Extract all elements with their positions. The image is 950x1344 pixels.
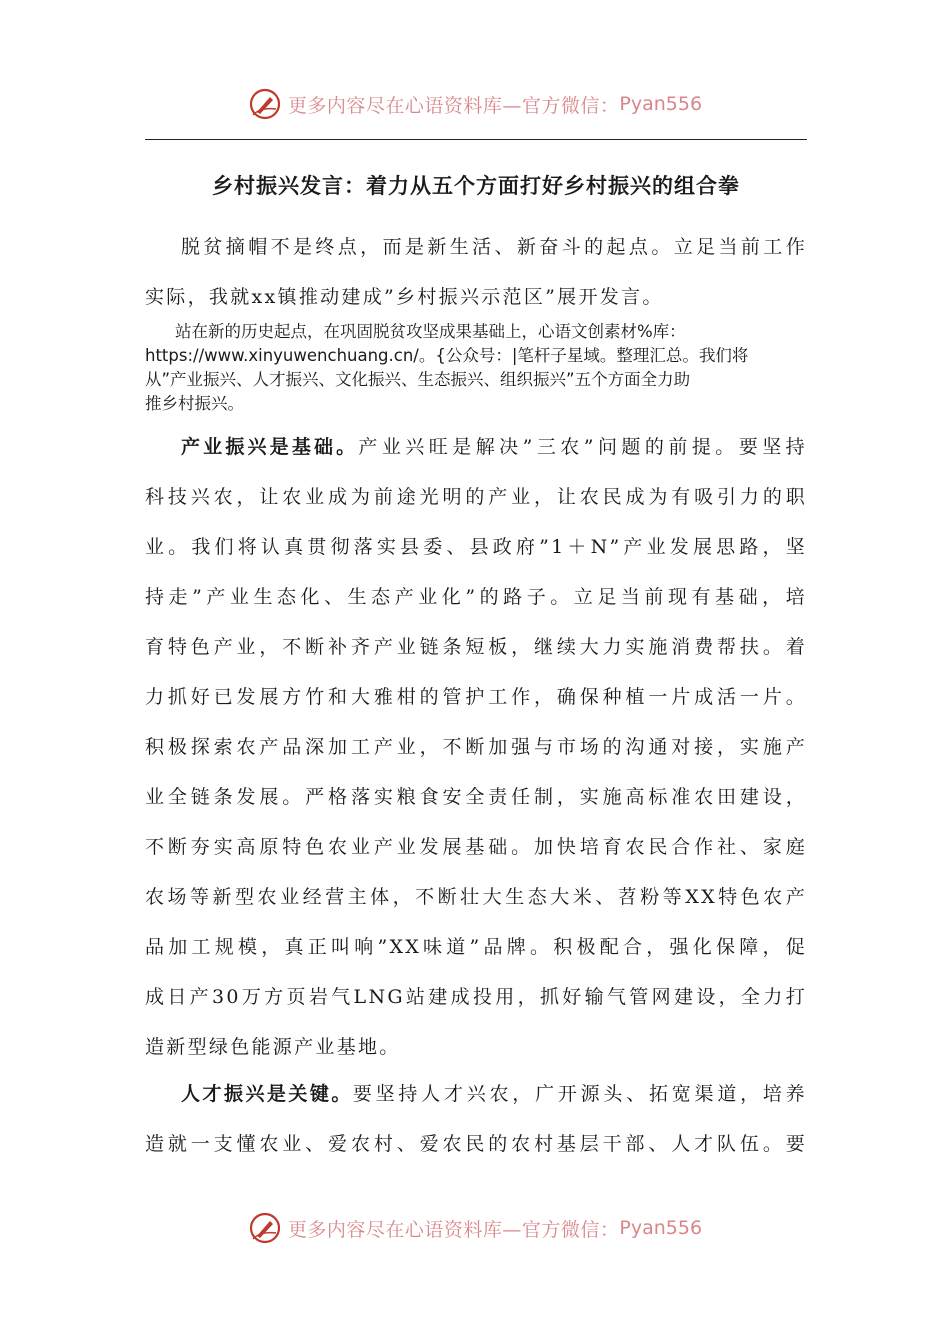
footer-banner: [0, 1208, 950, 1248]
source-line-2: https://www.xinyuwenchuang.cn/。{公众号：|笔杆子星域。整理汇总。我们将: [145, 346, 749, 365]
banner-wechat-id: Pyan556: [619, 93, 703, 115]
industry-line-12: 成日产30万方页岩气LNG站建成投用，抓好输气管网建设，全力打: [145, 986, 807, 1008]
industry-line-2: 科技兴农，让农业成为前途光明的产业，让农民成为有吸引力的职: [145, 486, 807, 508]
banner-wechat-id: Pyan556: [619, 1217, 703, 1239]
industry-line-3: 业。我们将认真贯彻落实县委、县政府”1＋N”产业发展思路，坚: [145, 536, 807, 558]
industry-line-6: 力抓好已发展方竹和大雅柑的管护工作，确保种植一片成活一片。: [145, 686, 807, 708]
banner-text: 更多内容尽在心语资料库—官方微信：: [287, 94, 620, 117]
industry-line-10: 农场等新型农业经营主体，不断壮大生态大米、苕粉等XX特色农产: [145, 886, 807, 908]
industry-line-9: 不断夯实高原特色农业产业发展基础。加快培育农民合作社、家庭: [145, 836, 807, 858]
source-line-1: 站在新的历史起点，在巩固脱贫攻坚成果基础上，心语文创素材%库：: [175, 322, 686, 341]
header-banner: [0, 84, 950, 124]
pen-circle-logo-icon: [248, 1211, 282, 1245]
talent-line-2: 造就一支懂农业、爱农村、爱农民的农村基层干部、人才队伍。要: [145, 1133, 807, 1155]
industry-line-4: 持走”产业生态化、生态产业化”的路子。立足当前现有基础，培: [145, 586, 807, 608]
industry-line-13: 造新型绿色能源产业基地。: [145, 1036, 401, 1058]
talent-line-1: 人才振兴是关键。要坚持人才兴农，广开源头、拓宽渠道，培养: [181, 1083, 807, 1105]
intro-paragraph: [145, 222, 807, 322]
talent-paragraph: [145, 1069, 807, 1169]
intro-line-1: 脱贫摘帽不是终点，而是新生活、新奋斗的起点。立足当前工作: [181, 236, 807, 258]
header-divider: [145, 139, 807, 140]
industry-line-7: 积极探索农产品深加工产业，不断加强与市场的沟通对接，实施产: [145, 736, 807, 758]
intro-line-2: 实际，我就xx镇推动建成”乡村振兴示范区”展开发言。: [145, 286, 664, 308]
source-paragraph: [145, 320, 807, 416]
industry-paragraph: [145, 422, 807, 1072]
industry-line-8: 业全链条发展。严格落实粮食安全责任制，实施高标准农田建设，: [145, 786, 807, 808]
banner-text: 更多内容尽在心语资料库—官方微信：: [287, 1218, 620, 1241]
source-line-3: 从”产业振兴、人才振兴、文化振兴、生态振兴、组织振兴”五个方面全力助: [145, 370, 691, 389]
pen-circle-logo-icon: [248, 87, 282, 121]
industry-line-1: 产业振兴是基础。产业兴旺是解决”三农”问题的前提。要坚持: [181, 436, 807, 458]
industry-line-5: 育特色产业，不断补齐产业链条短板，继续大力实施消费帮扶。着: [145, 636, 807, 658]
industry-line-11: 品加工规模，真正叫响”XX味道”品牌。积极配合，强化保障，促: [145, 936, 807, 958]
talent-heading: 人才振兴是关键。: [181, 1083, 353, 1105]
page-title: 乡村振兴发言：着力从五个方面打好乡村振兴的组合拳: [212, 173, 740, 198]
source-line-4: 推乡村振兴。: [145, 394, 244, 413]
industry-heading: 产业振兴是基础。: [181, 436, 359, 458]
